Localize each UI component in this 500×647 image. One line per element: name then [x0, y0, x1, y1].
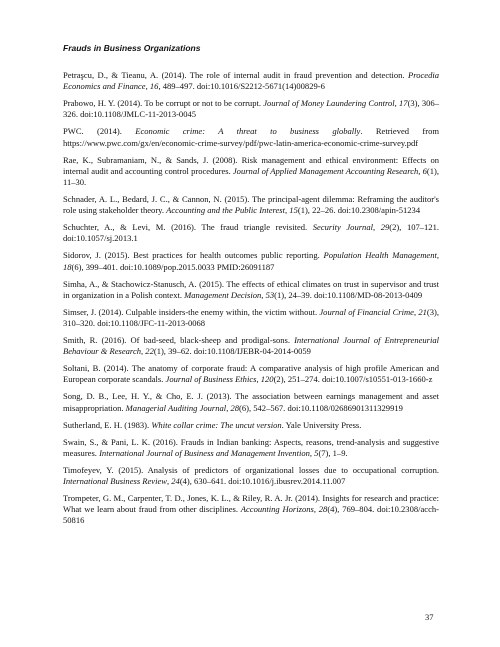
reference-entry — [63, 493, 439, 527]
reference-entry — [63, 279, 439, 301]
reference-volume: 5 — [314, 447, 319, 458]
reference-source-title: Procedia Economics and Finance — [63, 70, 439, 92]
reference-authors-and-title: Petraşcu, D., & Tieanu, A. (2014). The role of internal audit in fraud prevention and detection. — [63, 70, 408, 80]
reference-details: . Yale University Press. — [281, 419, 362, 430]
reference-source-title: Accounting Horizons — [240, 504, 314, 515]
reference-separator: , — [145, 81, 150, 92]
reference-authors-and-title: PWC. (2014). — [63, 126, 136, 137]
reference-list — [63, 70, 439, 532]
reference-volume: 24 — [171, 476, 180, 487]
reference-source-title: Economic crime: A threat to business globally — [135, 126, 361, 137]
page-number: 37 — [425, 612, 434, 622]
reference-authors-and-title: Schnader, A. L., Bedard, J. C., & Cannon, N. (2015). The principal-agent dilemma: Reframing the auditor's role using stakeholder theory. — [63, 194, 439, 216]
reference-volume: 21 — [418, 306, 427, 317]
reference-details: (1), 11–30. — [63, 165, 439, 188]
reference-source-title: International Journal of Entrepreneurial Behaviour & Research — [63, 335, 440, 357]
reference-volume: 28 — [230, 402, 240, 413]
reference-entry — [63, 222, 439, 244]
reference-authors-and-title: Schuchter, A., & Levi, M. (2016). The fraud triangle revisited. — [63, 222, 313, 233]
reference-volume: 120 — [260, 374, 274, 385]
reference-details: . Retrieved from https://www.pwc.com/gx/en/economic-crime-survey/pdf/pwc-latin-america-economic-crime-survey.pdf — [63, 126, 439, 148]
reference-source-title: Journal of Business Ethics — [165, 374, 257, 385]
reference-entry — [63, 98, 439, 120]
reference-authors-and-title: Swain, S., & Pani, L. K. (2016). Frauds in Indian banking: Aspects, reasons, trend-analysis and suggestive measures. — [63, 436, 439, 458]
reference-separator: , — [313, 504, 319, 515]
reference-source-title: International Journal of Business and Management Invention — [99, 447, 310, 458]
reference-authors-and-title: Rae, K., Subramaniam, N., & Sands, J. (2008). Risk management and ethical environment: Effects on internal audit and accounting control procedures. — [63, 154, 439, 176]
reference-details: (3), 310–320. doi:10.1108/JFC-11-2013-0068 — [63, 306, 440, 329]
reference-source-title: Security Journal — [312, 222, 373, 233]
reference-volume: 22 — [145, 346, 154, 357]
reference-authors-and-title: Trompeter, G. M., Carpenter, T. D., Jones, K. L., & Riley, R. A. Jr. (2014). Insights for research and practice: What we learn about fraud from other disciplines. — [63, 493, 439, 515]
reference-separator: , — [309, 447, 315, 458]
reference-details: (2), 251–274. doi:10.1007/s10551-013-1660-z — [273, 374, 433, 385]
reference-authors-and-title: Prabowo, H. Y. (2014). To be corrupt or not to be corrupt. — [63, 98, 264, 109]
reference-entry — [63, 363, 439, 385]
reference-details: , 489–497. doi:10.1016/S2212-5671(14)00829-6 — [158, 81, 325, 92]
reference-separator: , — [285, 205, 290, 216]
reference-separator: , — [141, 346, 146, 357]
reference-separator: , — [436, 250, 439, 261]
reference-details: (1), 39–62. doi:10.1108/IJEBR-04-2014-0059 — [153, 346, 311, 357]
reference-separator: , — [372, 222, 381, 233]
reference-separator: , — [413, 306, 419, 317]
reference-details: (6), 399–401. doi:10.1089/pop.2015.0033 PMID:26091187 — [71, 261, 275, 272]
reference-authors-and-title: Simser, J. (2014). Culpable insiders-the enemy within, the victim without. — [63, 306, 320, 317]
reference-details: (1), 22–26. doi:10.2308/apin-51234 — [297, 205, 421, 216]
reference-details: (7), 1–9. — [318, 447, 348, 458]
reference-details: (3), 306–326. doi:10.1108/JMLC-11-2013-0045 — [63, 98, 439, 120]
reference-volume: 17 — [399, 98, 408, 109]
reference-volume: 28 — [318, 504, 328, 515]
reference-source-title: International Business Review — [63, 476, 167, 487]
reference-authors-and-title: Song, D. B., Lee, H. Y., & Cho, E. J. (2013). The association between earnings management and asset misappropriation. — [63, 391, 439, 413]
reference-separator: , — [256, 374, 261, 385]
reference-separator: , — [418, 165, 423, 176]
reference-entry — [63, 465, 439, 487]
reference-volume: 18 — [63, 261, 72, 272]
reference-entry — [63, 126, 439, 148]
reference-source-title: Managerial Auditing Journal — [125, 402, 227, 413]
reference-entry — [63, 70, 439, 92]
reference-source-title: Journal of Financial Crime — [319, 306, 414, 317]
reference-separator: , — [261, 289, 266, 300]
reference-authors-and-title: Sutherland, E. H. (1983). — [63, 419, 152, 430]
reference-entry — [63, 250, 439, 272]
reference-separator: , — [226, 402, 231, 413]
reference-source-title: Population Health Management — [323, 250, 437, 261]
reference-source-title: Accounting and the Public Interest — [166, 205, 286, 216]
reference-volume: 29 — [380, 222, 390, 233]
reference-volume: 53 — [265, 289, 275, 300]
running-head: Frauds in Business Organizations — [63, 43, 201, 53]
reference-entry — [63, 335, 439, 357]
reference-source-title: White collar crime: The uncut version — [151, 419, 282, 430]
reference-entry — [63, 391, 439, 413]
reference-details: (4), 769–804. doi:10.2308/acch-50816 — [63, 504, 439, 526]
reference-authors-and-title: Soltani, B. (2014). The anatomy of corporate fraud: A comparative analysis of high profile American and European corporate scandals. — [63, 363, 439, 385]
reference-entry — [63, 420, 439, 431]
reference-source-title: Journal of Applied Management Accounting Research — [232, 165, 419, 176]
reference-details: (2), 107–121. doi:10.1057/sj.2013.1 — [63, 222, 439, 244]
reference-details: (4), 630–641. doi:10.1016/j.ibusrev.2014.11.007 — [179, 476, 346, 487]
reference-authors-and-title: Smith, R. (2016). Of bad-seed, black-sheep and prodigal-sons. — [63, 335, 295, 346]
reference-source-title: Journal of Money Laundering Control — [263, 98, 395, 109]
reference-entry — [63, 307, 439, 329]
reference-volume: 15 — [289, 205, 298, 216]
reference-authors-and-title: Simha, A., & Stachowicz-Stanusch, A. (2015). The effects of ethical climates on trust in supervisor and trust in organization in a Polish context. — [63, 278, 439, 300]
reference-separator: , — [166, 476, 172, 487]
reference-entry — [63, 155, 439, 189]
reference-entry — [63, 437, 439, 459]
reference-authors-and-title: Sidorov, J. (2015). Best practices for health outcomes public reporting. — [63, 250, 324, 261]
reference-entry — [63, 194, 439, 216]
reference-separator: , — [394, 98, 400, 109]
reference-volume: 6 — [422, 165, 427, 176]
reference-details: (1), 24–39. doi:10.1108/MD-08-2013-0409 — [274, 289, 423, 300]
reference-source-title: Management Decision — [184, 289, 262, 300]
reference-details: (6), 542–567. doi:10.1108/02686901311329919 — [239, 402, 403, 413]
reference-volume: 16 — [149, 81, 159, 92]
reference-authors-and-title: Timofeyev, Y. (2015). Analysis of predictors of organizational losses due to occupational corruption. — [63, 464, 439, 475]
